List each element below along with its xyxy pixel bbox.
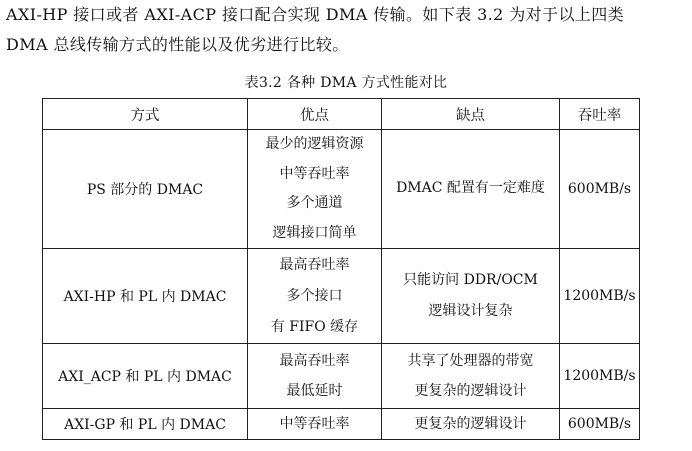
advantage-item: 多个接口 [286,287,343,304]
table-row [43,130,640,249]
header-advantages: 优点 [248,99,382,130]
disadvantages-cell [382,249,560,344]
body-paragraph [6,0,690,60]
method-cell: AXI-HP 和 PL 内 DMAC [43,249,248,344]
advantage-item: 最高吞吐率 [279,353,350,369]
header-method: 方式 [43,99,248,130]
disadvantage-item: DMAC 配置有一定难度 [396,180,545,197]
paragraph-line: DMA 总线传输方式的性能以及优劣进行比较。 [6,35,349,54]
advantage-item: 中等吞吐率 [279,416,350,432]
method-cell: AXI_ACP 和 PL 内 DMAC [43,344,248,409]
disadvantage-item: 更复杂的逻辑设计 [414,416,527,432]
disadvantage-item: 只能访问 DDR/OCM [403,272,538,288]
advantages-cell [248,344,382,409]
disadvantages-cell [382,344,560,409]
method-cell: PS 部分的 DMAC [43,130,248,249]
advantage-item: 最低延时 [286,383,343,399]
disadvantage-item: 逻辑设计复杂 [428,303,513,319]
throughput-cell: 600MB/s [560,130,640,249]
advantage-item: 有 FIFO 缓存 [270,318,359,335]
advantages-cell [248,130,382,249]
disadvantages-cell [382,130,560,249]
throughput-cell: 1200MB/s [560,344,640,409]
advantages-cell [248,409,382,440]
advantage-item: 最高吞吐率 [279,256,350,273]
advantage-item: 中等吞吐率 [279,165,350,182]
method-cell: AXI-GP 和 PL 内 DMAC [43,409,248,440]
disadvantages-cell [382,409,560,440]
throughput-cell: 1200MB/s [560,249,640,344]
header-disadvantages: 缺点 [382,99,560,130]
paragraph-line: AXI-HP 接口或者 AXI-ACP 接口配合实现 DMA 传输。如下表 3.2 为对于以上四类 [6,5,625,24]
disadvantage-item: 更复杂的逻辑设计 [414,383,527,399]
advantage-item: 多个通道 [286,195,343,211]
table-header-row [43,99,640,130]
disadvantage-item: 共享了处理器的带宽 [407,353,534,369]
dma-comparison-table [42,98,640,440]
table-row [43,344,640,409]
table-row [43,249,640,344]
throughput-cell: 600MB/s [560,409,640,440]
advantage-item: 逻辑接口简单 [272,224,357,241]
table-row [43,409,640,440]
advantages-cell [248,249,382,344]
advantage-item: 最少的逻辑资源 [265,136,364,152]
header-throughput: 吞吐率 [560,99,640,130]
table-caption: 表3.2 各种 DMA 方式性能对比 [244,75,448,91]
